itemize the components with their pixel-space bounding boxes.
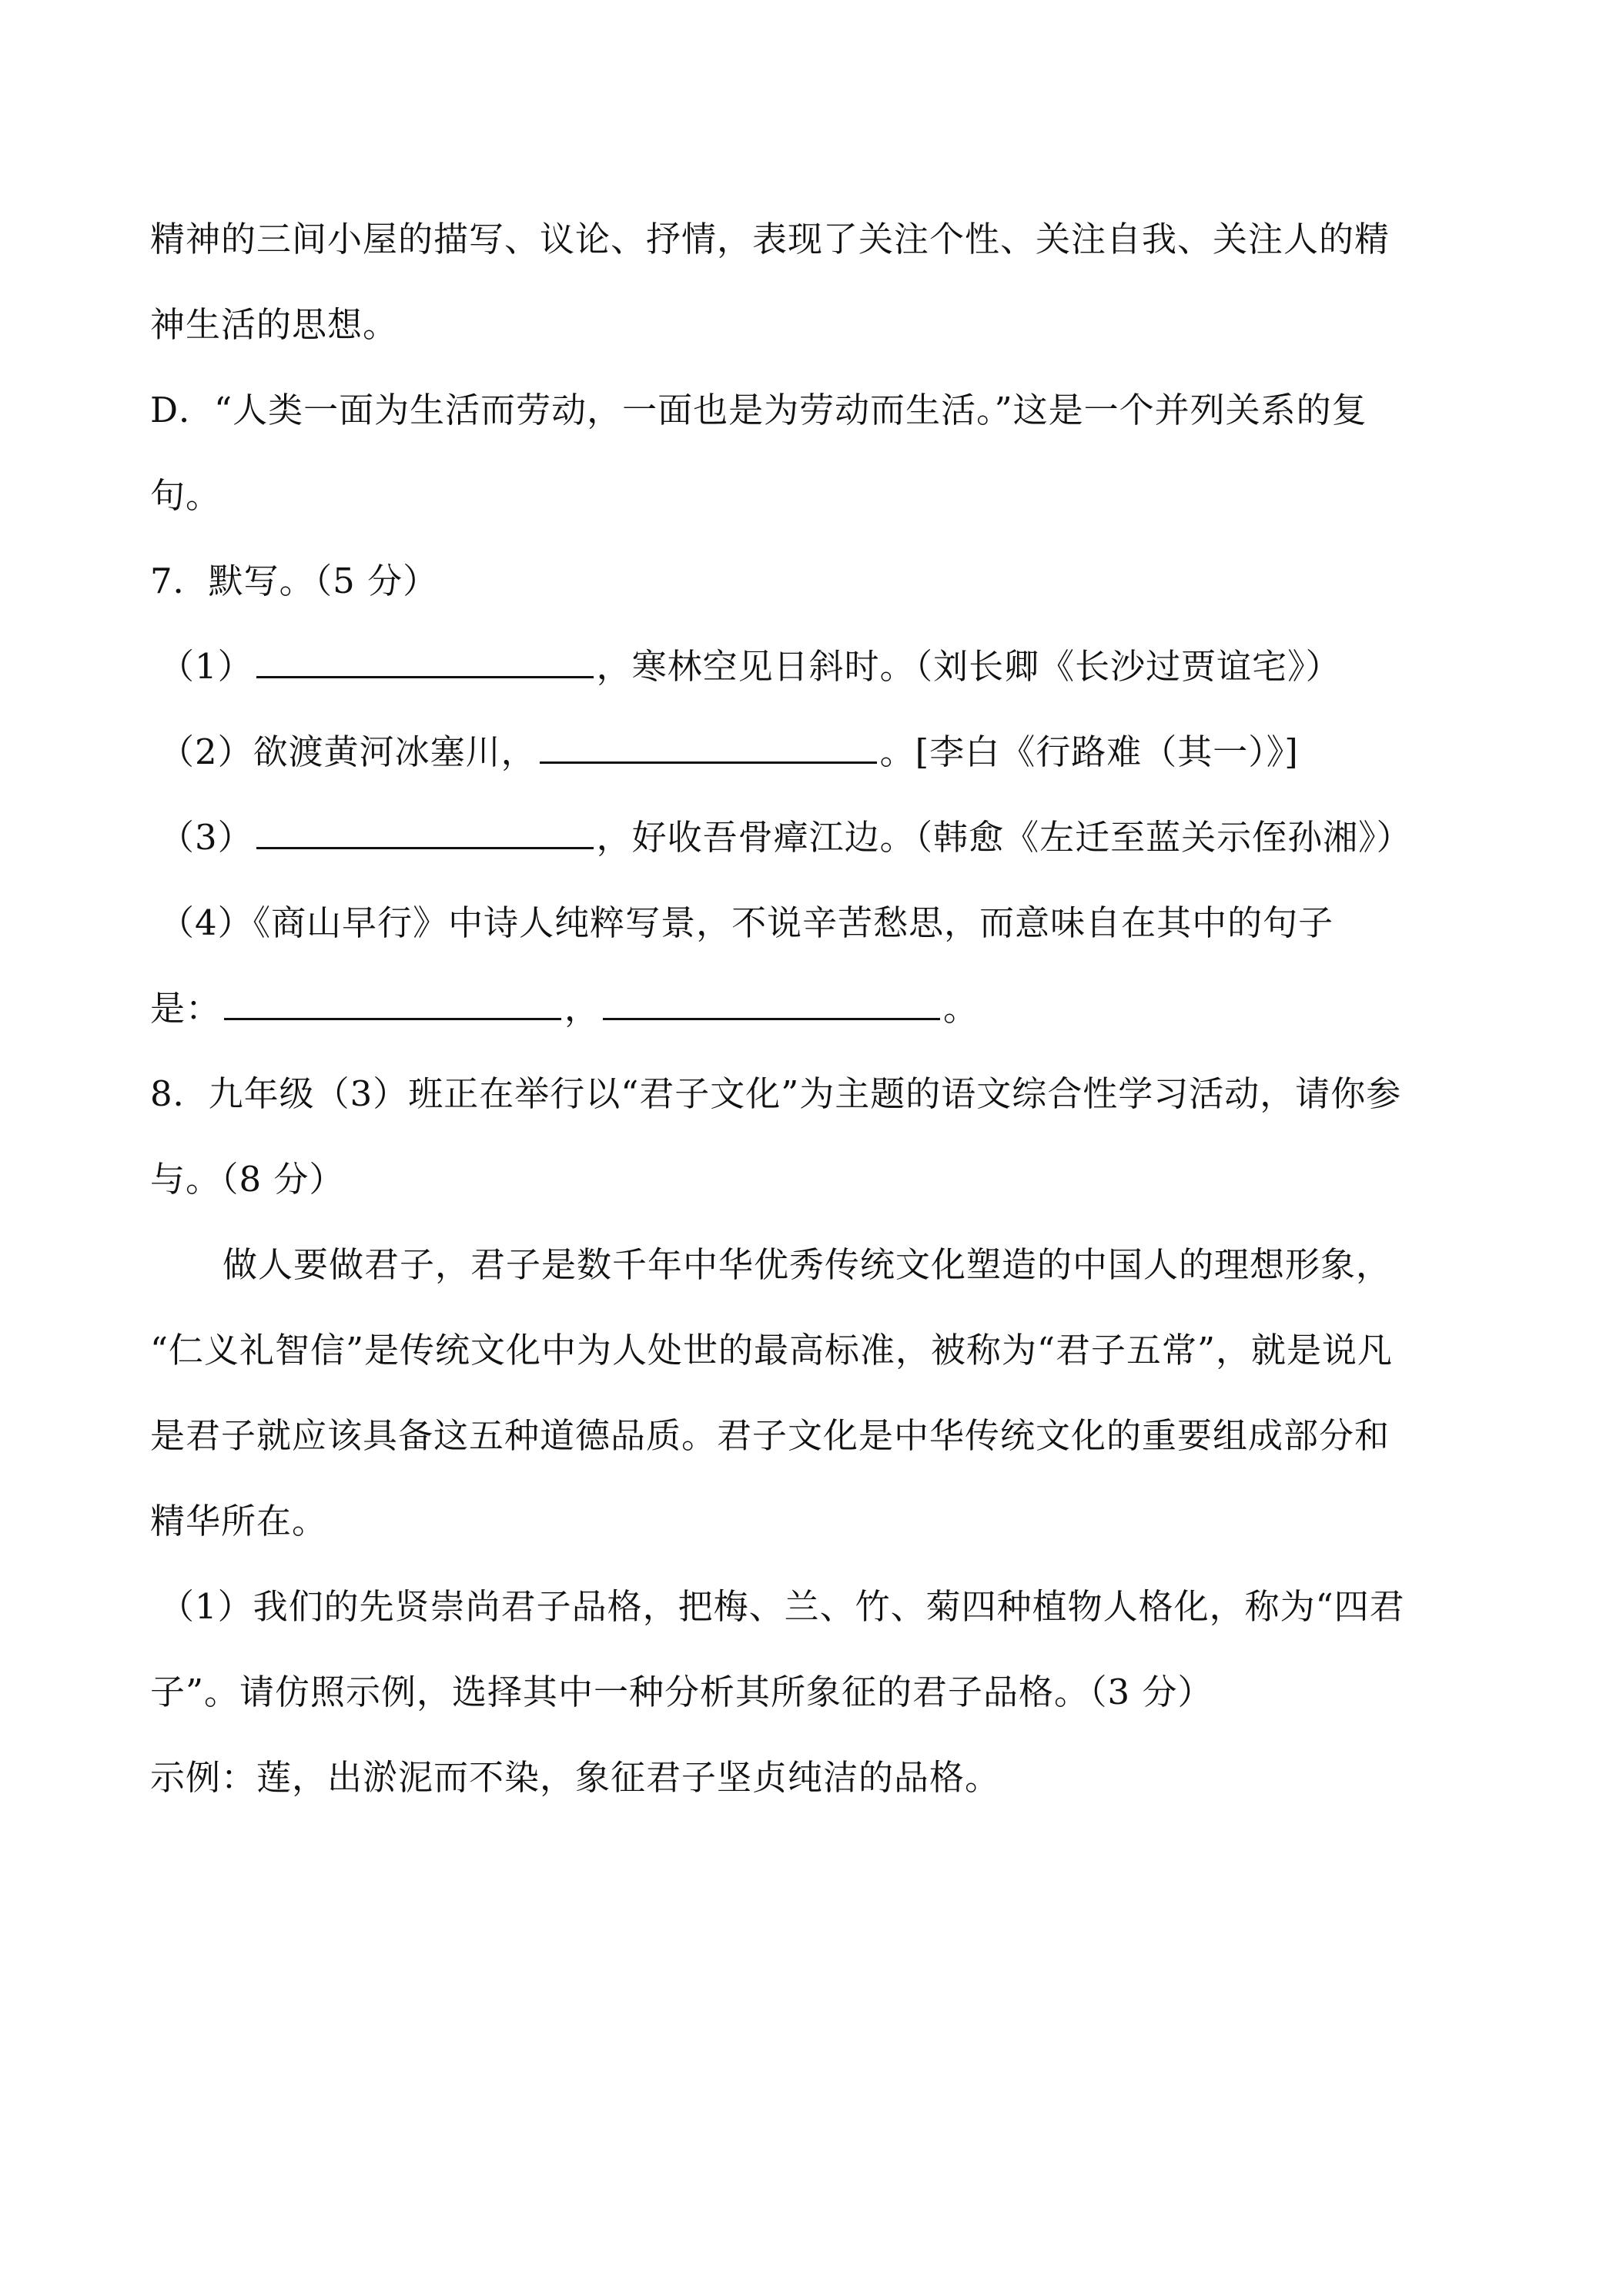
q7-item-3-blank[interactable] xyxy=(256,819,594,849)
q7-item-4-line-2 xyxy=(150,966,1482,1051)
q8-paragraph-line-4: 精华所在。 xyxy=(150,1501,328,1541)
option-d-line-1: D．“人类一面为生活而劳动，一面也是为劳动而生活。”这是一个并列关系的复 xyxy=(150,390,1367,430)
q7-item-2-blank[interactable] xyxy=(540,734,877,764)
option-c-line-1: 精神的三间小屋的描写、议论、抒情，表现了关注个性、关注自我、关注人的精 xyxy=(150,219,1390,259)
q7-item-1-prefix: （1） xyxy=(159,646,253,687)
q8-paragraph-line-3: 是君子就应该具备这五种道德品质。君子文化是中华传统文化的重要组成部分和 xyxy=(150,1415,1390,1456)
question-8-title-line-2: 与。（8 分） xyxy=(150,1159,345,1200)
q7-item-4-blank-2[interactable] xyxy=(603,990,940,1020)
q7-item-2 xyxy=(150,709,1482,795)
q7-item-3-prefix: （3） xyxy=(159,817,253,858)
q7-item-4-mid: ， xyxy=(564,988,601,1029)
q7-item-2-suffix: 。[李白《行路难（其一）》] xyxy=(879,731,1299,772)
q7-item-4-suffix: 。 xyxy=(943,988,979,1029)
option-c-line-2: 神生活的思想。 xyxy=(150,304,399,345)
question-7-title: 7．默写。（5 分） xyxy=(150,561,439,601)
q8-paragraph-line-2: “仁义礼智信”是传统文化中为人处世的最高标准，被称为“君子五常”，就是说凡 xyxy=(150,1330,1394,1371)
q8-sub-1-line-1: （1）我们的先贤崇尚君子品格，把梅、兰、竹、菊四种植物人格化，称为“四君 xyxy=(159,1586,1405,1627)
q7-item-3-suffix: ，好收吾骨瘴江边。（韩愈《左迁至蓝关示侄孙湘》） xyxy=(596,817,1412,858)
q7-item-1-suffix: ，寒林空见日斜时。（刘长卿《长沙过贾谊宅》） xyxy=(596,646,1341,687)
q8-sub-1-line-2: 子”。请仿照示例，选择其中一种分析其所象征的君子品格。（3 分） xyxy=(150,1672,1213,1712)
q7-item-2-prefix: （2）欲渡黄河冰塞川， xyxy=(159,731,537,772)
q7-item-1 xyxy=(150,624,1482,709)
q7-item-4-prefix: 是： xyxy=(150,988,222,1029)
q8-paragraph-line-1: 做人要做君子，君子是数千年中华优秀传统文化塑造的中国人的理想形象， xyxy=(223,1244,1392,1285)
q7-item-3 xyxy=(150,795,1482,880)
q7-item-4-blank-1[interactable] xyxy=(224,990,561,1020)
q7-item-4-line-1: （4）《商山早行》中诗人纯粹写景，不说辛苦愁思，而意味自在其中的句子 xyxy=(159,902,1334,943)
document-page xyxy=(150,196,1482,1820)
q7-item-1-blank[interactable] xyxy=(256,648,594,678)
q8-example: 示例：莲，出淤泥而不染，象征君子坚贞纯洁的品格。 xyxy=(150,1757,1001,1798)
option-d-line-2: 句。 xyxy=(150,475,222,516)
question-8-title-line-1: 8．九年级（3）班正在举行以“君子文化”为主题的语文综合性学习活动，请你参 xyxy=(150,1073,1402,1114)
